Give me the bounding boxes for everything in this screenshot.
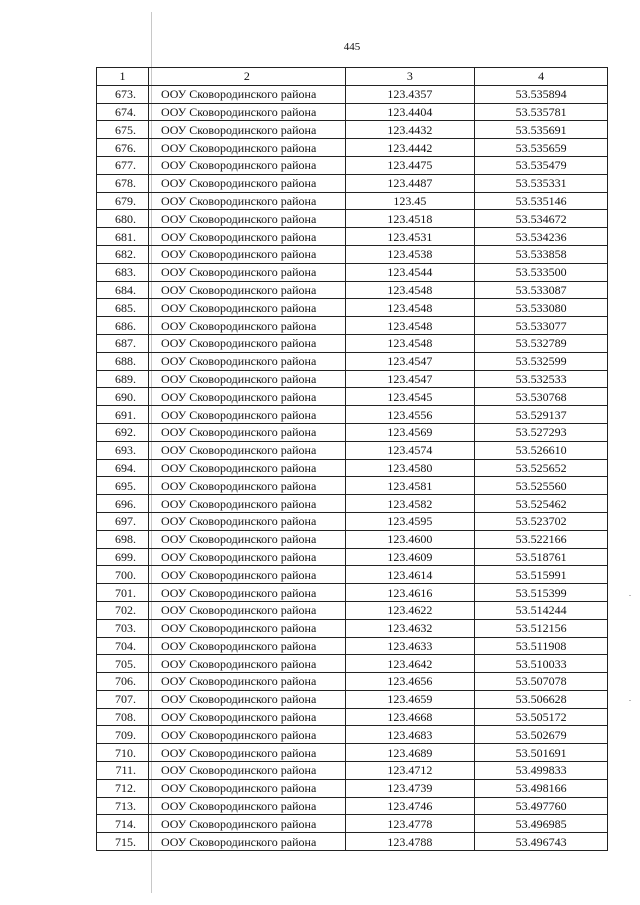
table-row bbox=[97, 281, 608, 299]
scan-speck bbox=[629, 595, 631, 596]
table-row bbox=[97, 619, 608, 637]
latitude-cell: 53.535659 bbox=[475, 139, 608, 157]
latitude-cell: 53.533080 bbox=[475, 299, 608, 317]
organization-cell: ООУ Сковородинского района bbox=[149, 121, 346, 139]
table-row bbox=[97, 156, 608, 174]
row-number-cell: 700. bbox=[97, 566, 149, 584]
row-number-cell: 713. bbox=[97, 797, 149, 815]
longitude-cell: 123.4614 bbox=[345, 566, 475, 584]
scan-speck bbox=[629, 700, 631, 701]
longitude-cell: 123.4548 bbox=[345, 334, 475, 352]
organization-cell: ООУ Сковородинского района bbox=[149, 530, 346, 548]
longitude-cell: 123.4580 bbox=[345, 459, 475, 477]
row-number-cell: 709. bbox=[97, 726, 149, 744]
header-cell-4: 4 bbox=[475, 68, 608, 86]
longitude-cell: 123.4531 bbox=[345, 228, 475, 246]
longitude-cell: 123.4656 bbox=[345, 673, 475, 691]
latitude-cell: 53.525462 bbox=[475, 495, 608, 513]
longitude-cell: 123.4544 bbox=[345, 263, 475, 281]
table-row bbox=[97, 637, 608, 655]
latitude-cell: 53.533500 bbox=[475, 263, 608, 281]
latitude-cell: 53.510033 bbox=[475, 655, 608, 673]
longitude-cell: 123.4548 bbox=[345, 281, 475, 299]
latitude-cell: 53.506628 bbox=[475, 690, 608, 708]
table-row bbox=[97, 317, 608, 335]
row-number-cell: 711. bbox=[97, 762, 149, 780]
latitude-cell: 53.532599 bbox=[475, 352, 608, 370]
longitude-cell: 123.4357 bbox=[345, 85, 475, 103]
latitude-cell: 53.525560 bbox=[475, 477, 608, 495]
latitude-cell: 53.518761 bbox=[475, 548, 608, 566]
organization-cell: ООУ Сковородинского района bbox=[149, 299, 346, 317]
table-row bbox=[97, 690, 608, 708]
table-row bbox=[97, 192, 608, 210]
latitude-cell: 53.535781 bbox=[475, 103, 608, 121]
table-row bbox=[97, 441, 608, 459]
row-number-cell: 692. bbox=[97, 423, 149, 441]
table-row bbox=[97, 815, 608, 833]
organization-cell: ООУ Сковородинского района bbox=[149, 281, 346, 299]
organization-cell: ООУ Сковородинского района bbox=[149, 815, 346, 833]
row-number-cell: 685. bbox=[97, 299, 149, 317]
organization-cell: ООУ Сковородинского района bbox=[149, 637, 346, 655]
table-row bbox=[97, 423, 608, 441]
longitude-cell: 123.4538 bbox=[345, 245, 475, 263]
table-row bbox=[97, 566, 608, 584]
longitude-cell: 123.4659 bbox=[345, 690, 475, 708]
organization-cell: ООУ Сковородинского района bbox=[149, 228, 346, 246]
table-row bbox=[97, 103, 608, 121]
page-number: 445 bbox=[343, 41, 361, 53]
latitude-cell: 53.535894 bbox=[475, 85, 608, 103]
longitude-cell: 123.4633 bbox=[345, 637, 475, 655]
longitude-cell: 123.45 bbox=[345, 192, 475, 210]
longitude-cell: 123.4574 bbox=[345, 441, 475, 459]
row-number-cell: 693. bbox=[97, 441, 149, 459]
organization-cell: ООУ Сковородинского района bbox=[149, 762, 346, 780]
table-row bbox=[97, 263, 608, 281]
latitude-cell: 53.526610 bbox=[475, 441, 608, 459]
table-row bbox=[97, 352, 608, 370]
row-number-cell: 682. bbox=[97, 245, 149, 263]
organization-cell: ООУ Сковородинского района bbox=[149, 584, 346, 602]
organization-cell: ООУ Сковородинского района bbox=[149, 423, 346, 441]
organization-cell: ООУ Сковородинского района bbox=[149, 619, 346, 637]
longitude-cell: 123.4642 bbox=[345, 655, 475, 673]
longitude-cell: 123.4595 bbox=[345, 512, 475, 530]
latitude-cell: 53.527293 bbox=[475, 423, 608, 441]
row-number-cell: 707. bbox=[97, 690, 149, 708]
latitude-cell: 53.533858 bbox=[475, 245, 608, 263]
organization-cell: ООУ Сковородинского района bbox=[149, 779, 346, 797]
table-row bbox=[97, 228, 608, 246]
longitude-cell: 123.4683 bbox=[345, 726, 475, 744]
latitude-cell: 53.534672 bbox=[475, 210, 608, 228]
organization-cell: ООУ Сковородинского района bbox=[149, 352, 346, 370]
longitude-cell: 123.4569 bbox=[345, 423, 475, 441]
longitude-cell: 123.4547 bbox=[345, 370, 475, 388]
latitude-cell: 53.532533 bbox=[475, 370, 608, 388]
latitude-cell: 53.496743 bbox=[475, 833, 608, 851]
longitude-cell: 123.4442 bbox=[345, 139, 475, 157]
row-number-cell: 701. bbox=[97, 584, 149, 602]
table-row bbox=[97, 673, 608, 691]
row-number-cell: 688. bbox=[97, 352, 149, 370]
latitude-cell: 53.496985 bbox=[475, 815, 608, 833]
table-row bbox=[97, 601, 608, 619]
row-number-cell: 714. bbox=[97, 815, 149, 833]
row-number-cell: 676. bbox=[97, 139, 149, 157]
longitude-cell: 123.4487 bbox=[345, 174, 475, 192]
longitude-cell: 123.4548 bbox=[345, 299, 475, 317]
longitude-cell: 123.4548 bbox=[345, 317, 475, 335]
row-number-cell: 687. bbox=[97, 334, 149, 352]
table-row bbox=[97, 388, 608, 406]
organization-cell: ООУ Сковородинского района bbox=[149, 690, 346, 708]
longitude-cell: 123.4778 bbox=[345, 815, 475, 833]
organization-cell: ООУ Сковородинского района bbox=[149, 139, 346, 157]
latitude-cell: 53.534236 bbox=[475, 228, 608, 246]
row-number-cell: 699. bbox=[97, 548, 149, 566]
latitude-cell: 53.501691 bbox=[475, 744, 608, 762]
organization-cell: ООУ Сковородинского района bbox=[149, 797, 346, 815]
row-number-cell: 696. bbox=[97, 495, 149, 513]
latitude-cell: 53.533077 bbox=[475, 317, 608, 335]
organization-cell: ООУ Сковородинского района bbox=[149, 317, 346, 335]
header-cell-2: 2 bbox=[149, 68, 346, 86]
organization-cell: ООУ Сковородинского района bbox=[149, 192, 346, 210]
table-row bbox=[97, 406, 608, 424]
row-number-cell: 677. bbox=[97, 156, 149, 174]
latitude-cell: 53.532789 bbox=[475, 334, 608, 352]
row-number-cell: 708. bbox=[97, 708, 149, 726]
organization-cell: ООУ Сковородинского района bbox=[149, 477, 346, 495]
table-row bbox=[97, 459, 608, 477]
row-number-cell: 695. bbox=[97, 477, 149, 495]
latitude-cell: 53.502679 bbox=[475, 726, 608, 744]
table-row bbox=[97, 174, 608, 192]
header-cell-3: 3 bbox=[345, 68, 475, 86]
latitude-cell: 53.512156 bbox=[475, 619, 608, 637]
latitude-cell: 53.499833 bbox=[475, 762, 608, 780]
organization-cell: ООУ Сковородинского района bbox=[149, 708, 346, 726]
latitude-cell: 53.523702 bbox=[475, 512, 608, 530]
latitude-cell: 53.515399 bbox=[475, 584, 608, 602]
latitude-cell: 53.525652 bbox=[475, 459, 608, 477]
row-number-cell: 694. bbox=[97, 459, 149, 477]
row-number-cell: 683. bbox=[97, 263, 149, 281]
organization-cell: ООУ Сковородинского района bbox=[149, 548, 346, 566]
longitude-cell: 123.4746 bbox=[345, 797, 475, 815]
row-number-cell: 689. bbox=[97, 370, 149, 388]
table-row bbox=[97, 334, 608, 352]
latitude-cell: 53.514244 bbox=[475, 601, 608, 619]
header-cell-1: 1 bbox=[97, 68, 149, 86]
row-number-cell: 690. bbox=[97, 388, 149, 406]
organization-cell: ООУ Сковородинского района bbox=[149, 601, 346, 619]
longitude-cell: 123.4609 bbox=[345, 548, 475, 566]
organization-cell: ООУ Сковородинского района bbox=[149, 388, 346, 406]
organization-cell: ООУ Сковородинского района bbox=[149, 744, 346, 762]
table-row bbox=[97, 477, 608, 495]
latitude-cell: 53.498166 bbox=[475, 779, 608, 797]
longitude-cell: 123.4739 bbox=[345, 779, 475, 797]
longitude-cell: 123.4632 bbox=[345, 619, 475, 637]
latitude-cell: 53.530768 bbox=[475, 388, 608, 406]
table-row bbox=[97, 726, 608, 744]
organization-cell: ООУ Сковородинского района bbox=[149, 156, 346, 174]
row-number-cell: 674. bbox=[97, 103, 149, 121]
longitude-cell: 123.4432 bbox=[345, 121, 475, 139]
row-number-cell: 675. bbox=[97, 121, 149, 139]
longitude-cell: 123.4475 bbox=[345, 156, 475, 174]
organization-cell: ООУ Сковородинского района bbox=[149, 85, 346, 103]
longitude-cell: 123.4404 bbox=[345, 103, 475, 121]
latitude-cell: 53.529137 bbox=[475, 406, 608, 424]
latitude-cell: 53.515991 bbox=[475, 566, 608, 584]
latitude-cell: 53.535691 bbox=[475, 121, 608, 139]
row-number-cell: 706. bbox=[97, 673, 149, 691]
row-number-cell: 712. bbox=[97, 779, 149, 797]
row-number-cell: 673. bbox=[97, 85, 149, 103]
organization-cell: ООУ Сковородинского района bbox=[149, 459, 346, 477]
row-number-cell: 681. bbox=[97, 228, 149, 246]
latitude-cell: 53.511908 bbox=[475, 637, 608, 655]
row-number-cell: 703. bbox=[97, 619, 149, 637]
row-number-cell: 684. bbox=[97, 281, 149, 299]
organization-cell: ООУ Сковородинского района bbox=[149, 495, 346, 513]
latitude-cell: 53.522166 bbox=[475, 530, 608, 548]
table-row bbox=[97, 495, 608, 513]
organization-cell: ООУ Сковородинского района bbox=[149, 406, 346, 424]
table-row bbox=[97, 584, 608, 602]
table-row bbox=[97, 512, 608, 530]
latitude-cell: 53.535331 bbox=[475, 174, 608, 192]
table-body bbox=[97, 68, 608, 851]
row-number-cell: 678. bbox=[97, 174, 149, 192]
row-number-cell: 680. bbox=[97, 210, 149, 228]
longitude-cell: 123.4600 bbox=[345, 530, 475, 548]
table-row bbox=[97, 245, 608, 263]
latitude-cell: 53.533087 bbox=[475, 281, 608, 299]
coordinates-table bbox=[96, 67, 608, 851]
table-row bbox=[97, 779, 608, 797]
row-number-cell: 710. bbox=[97, 744, 149, 762]
longitude-cell: 123.4545 bbox=[345, 388, 475, 406]
table-row bbox=[97, 655, 608, 673]
table-row bbox=[97, 370, 608, 388]
organization-cell: ООУ Сковородинского района bbox=[149, 263, 346, 281]
table-row bbox=[97, 121, 608, 139]
table-row bbox=[97, 299, 608, 317]
organization-cell: ООУ Сковородинского района bbox=[149, 726, 346, 744]
organization-cell: ООУ Сковородинского района bbox=[149, 103, 346, 121]
organization-cell: ООУ Сковородинского района bbox=[149, 370, 346, 388]
latitude-cell: 53.505172 bbox=[475, 708, 608, 726]
row-number-cell: 698. bbox=[97, 530, 149, 548]
organization-cell: ООУ Сковородинского района bbox=[149, 655, 346, 673]
table-row bbox=[97, 797, 608, 815]
row-number-cell: 705. bbox=[97, 655, 149, 673]
organization-cell: ООУ Сковородинского района bbox=[149, 245, 346, 263]
organization-cell: ООУ Сковородинского района bbox=[149, 174, 346, 192]
longitude-cell: 123.4581 bbox=[345, 477, 475, 495]
row-number-cell: 679. bbox=[97, 192, 149, 210]
longitude-cell: 123.4668 bbox=[345, 708, 475, 726]
table-row bbox=[97, 833, 608, 851]
longitude-cell: 123.4788 bbox=[345, 833, 475, 851]
longitude-cell: 123.4556 bbox=[345, 406, 475, 424]
organization-cell: ООУ Сковородинского района bbox=[149, 512, 346, 530]
table-header-row bbox=[97, 68, 608, 86]
table-row bbox=[97, 708, 608, 726]
longitude-cell: 123.4622 bbox=[345, 601, 475, 619]
row-number-cell: 697. bbox=[97, 512, 149, 530]
table-row bbox=[97, 744, 608, 762]
row-number-cell: 702. bbox=[97, 601, 149, 619]
table-row bbox=[97, 548, 608, 566]
table-row bbox=[97, 530, 608, 548]
longitude-cell: 123.4689 bbox=[345, 744, 475, 762]
organization-cell: ООУ Сковородинского района bbox=[149, 210, 346, 228]
longitude-cell: 123.4518 bbox=[345, 210, 475, 228]
row-number-cell: 691. bbox=[97, 406, 149, 424]
latitude-cell: 53.535146 bbox=[475, 192, 608, 210]
longitude-cell: 123.4547 bbox=[345, 352, 475, 370]
row-number-cell: 704. bbox=[97, 637, 149, 655]
latitude-cell: 53.507078 bbox=[475, 673, 608, 691]
organization-cell: ООУ Сковородинского района bbox=[149, 833, 346, 851]
table-row bbox=[97, 139, 608, 157]
table-row bbox=[97, 210, 608, 228]
organization-cell: ООУ Сковородинского района bbox=[149, 334, 346, 352]
longitude-cell: 123.4582 bbox=[345, 495, 475, 513]
longitude-cell: 123.4616 bbox=[345, 584, 475, 602]
latitude-cell: 53.497760 bbox=[475, 797, 608, 815]
table-row bbox=[97, 762, 608, 780]
organization-cell: ООУ Сковородинского района bbox=[149, 566, 346, 584]
organization-cell: ООУ Сковородинского района bbox=[149, 441, 346, 459]
table-row bbox=[97, 85, 608, 103]
organization-cell: ООУ Сковородинского района bbox=[149, 673, 346, 691]
row-number-cell: 715. bbox=[97, 833, 149, 851]
row-number-cell: 686. bbox=[97, 317, 149, 335]
longitude-cell: 123.4712 bbox=[345, 762, 475, 780]
latitude-cell: 53.535479 bbox=[475, 156, 608, 174]
